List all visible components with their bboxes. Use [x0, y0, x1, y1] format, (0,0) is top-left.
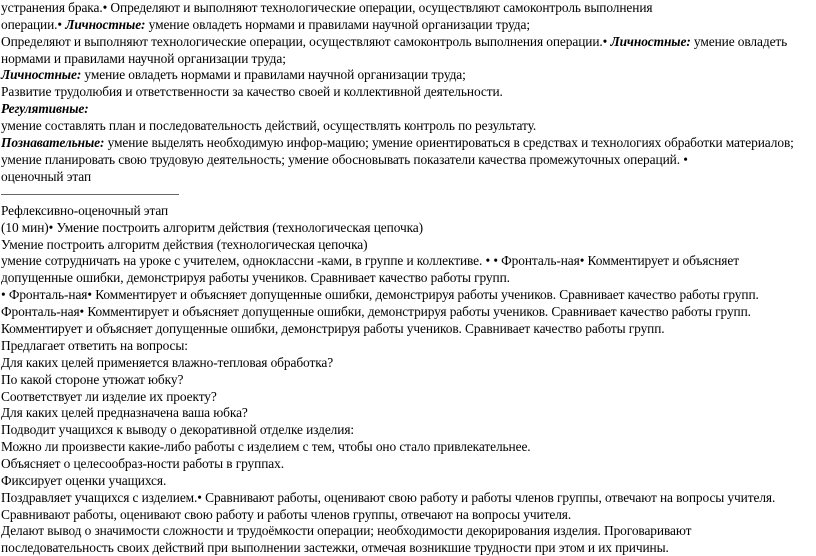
text-line [1, 338, 188, 354]
text-run: операции. [1, 17, 58, 32]
text-run: Соответствует ли изделие их проекту? [1, 389, 217, 404]
text-run: Фронталь-ная [5, 287, 88, 302]
section-divider [1, 194, 179, 195]
text-line [1, 287, 759, 303]
bold-italic-label: Личностные: [1, 67, 82, 82]
text-run: Фронталь-ная [497, 253, 580, 268]
text-line [1, 51, 286, 67]
text-line [1, 389, 217, 405]
text-run: устранения брака. [1, 0, 103, 15]
bullet-icon: • [602, 34, 608, 49]
bold-italic-label: Личностные: [610, 34, 691, 49]
bullet-icon: • [579, 253, 585, 268]
text-line [1, 270, 510, 286]
text-line [1, 355, 333, 371]
text-run: нормами и правилами научной организации труда; [1, 51, 286, 66]
text-run: Фронталь-ная [1, 304, 80, 319]
bold-italic-label: Личностные: [65, 17, 146, 32]
text-line [1, 169, 91, 185]
text-line [1, 507, 571, 523]
text-line [1, 456, 284, 472]
text-line [1, 523, 691, 539]
text-line [1, 67, 466, 83]
text-run: Для каких целей предназначена ваша юбка? [1, 405, 248, 420]
bold-italic-label: Регулятивные: [1, 101, 89, 116]
text-run: Умение построить алгоритм действия (технологическая цепочка) [1, 237, 368, 252]
text-line [1, 321, 665, 337]
text-run: Можно ли произвести какие-либо работы с изделием с тем, чтобы оно стало привлекательнее. [1, 439, 531, 454]
text-line [1, 135, 794, 151]
text-line [1, 84, 503, 100]
text-line [1, 118, 536, 134]
text-line [1, 34, 787, 50]
text-run: Подводит учащихся к выводу о декоративной отделке изделия: [1, 422, 355, 437]
text-line [1, 17, 530, 33]
text-line [1, 304, 751, 320]
bullet-icon: • [493, 253, 498, 268]
bullet-icon: • [485, 253, 491, 268]
text-line [1, 422, 354, 438]
bullet-icon: • [48, 220, 54, 235]
text-run: оценочный этап [1, 169, 92, 184]
text-line [1, 152, 688, 168]
text-run: По какой стороне утюжат юбку? [1, 372, 184, 387]
text-line [1, 405, 248, 421]
bold-italic-label: Познавательные: [1, 135, 105, 150]
bullet-icon: • [683, 152, 688, 167]
bullet-icon: • [57, 17, 62, 32]
text-line [1, 540, 669, 556]
text-run: Фиксирует оценки учащихся. [1, 473, 167, 488]
text-run: умение выделять необходимую инфор-мацию; умение ориентироваться в средствах и технологиях обработки материалов; [104, 135, 794, 150]
bullet-icon: • [197, 490, 202, 505]
text-run: Развитие трудолюбия и ответственности за качество своей и коллективной деятельности. [1, 84, 503, 99]
text-run: последовательность своих действий при выполнении застежки, отмечая возникшие трудности при этом и их причины. [1, 540, 669, 555]
text-run: Поздравляет учащихся с изделием. [1, 490, 198, 505]
text-line [1, 203, 168, 219]
text-run: Определяют и выполняют технологические операции, осуществляют самоконтроль выполнения [107, 0, 653, 15]
text-line [1, 253, 739, 269]
text-run: умение овладеть нормами и правилами научной организации труда; [81, 67, 466, 82]
text-run: Сравнивают работы, оценивают свою работу и работы членов группы, отвечают на вопросы учителя. [201, 490, 776, 505]
text-line [1, 0, 652, 16]
text-run: Предлагает ответить на вопросы: [1, 338, 188, 353]
text-run: Делают вывод о значимости сложности и трудоёмкости операции; необходимости декорирования изделия. Проговаривают [1, 523, 692, 538]
text-run: Объясняет о целесообраз-ности работы в группах. [1, 456, 284, 471]
text-run: Рефлексивно-оценочный этап [1, 203, 169, 218]
text-run: умение сотрудничать на уроке с учителем, одноклассни -ками, в группе и коллективе. [1, 253, 486, 268]
text-run: Комментирует и объясняет допущенные ошибки, демонстрируя работы учеников. Сравнивает качество работы групп. [84, 304, 751, 319]
bullet-icon: • [102, 0, 108, 15]
bullet-icon: • [87, 287, 92, 302]
text-line [1, 439, 531, 455]
text-run: Комментирует и объясняет допущенные ошибки, демонстрируя работы учеников. Сравнивает качество работы групп. [1, 321, 665, 336]
text-line [1, 237, 367, 253]
text-run: Комментирует и объясняет допущенные ошибки, демонстрируя работы учеников. Сравнивает качество работы групп. [91, 287, 759, 302]
bullet-icon: • [1, 287, 6, 302]
text-run: Сравнивают работы, оценивают свою работу и работы членов группы, отвечают на вопросы учителя. [1, 507, 572, 522]
text-run: Для каких целей применяется влажно-тепловая обработка? [1, 355, 334, 370]
bullet-icon: • [79, 304, 85, 319]
text-line [1, 490, 775, 506]
text-line [1, 372, 183, 388]
text-run: умение овладеть нормами и правилами научной организации труда; [145, 17, 530, 32]
text-run: умение составлять план и последовательность действий, осуществлять контроль по результату. [1, 118, 537, 133]
text-run: (10 мин) [1, 220, 49, 235]
text-line [1, 473, 166, 489]
text-run: Умение построить алгоритм действия (технологическая цепочка) [53, 220, 423, 235]
text-run: Определяют и выполняют технологические операции, осуществляют самоконтроль выполнения операции. [1, 34, 603, 49]
text-run: умение овладеть [690, 34, 788, 49]
text-run: Комментирует и объясняет [584, 253, 739, 268]
text-line [1, 220, 423, 236]
text-run: умение планировать свою трудовую деятельность; умение обосновывать показатели качества промежуточных операций. [1, 152, 684, 167]
text-line [1, 101, 89, 117]
text-run: допущенные ошибки, демонстрируя работы учеников. Сравнивает качество работы групп. [1, 270, 510, 285]
